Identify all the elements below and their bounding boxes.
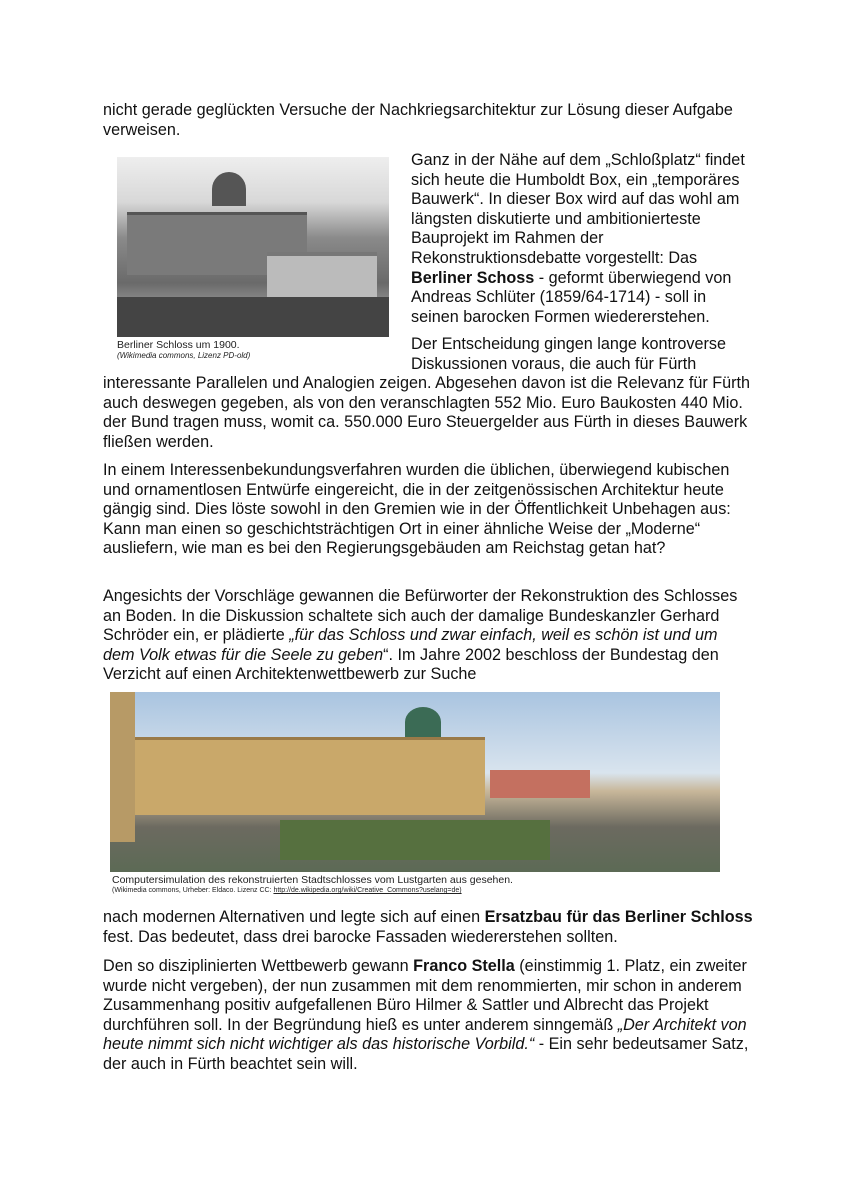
paragraph: [103, 908, 753, 947]
figure-2-caption: [112, 874, 513, 895]
text: Den so disziplinierten Wettbewerb gewann: [103, 957, 414, 975]
paragraph: Der Entscheidung gingen lange kontroverse Diskussionen voraus, die auch für Fürth: [411, 335, 726, 373]
text: nach modernen Alternativen und legte sich auf einen: [103, 908, 485, 926]
text: “. Im Jahre 2002 beschloss der Bundestag den Verzicht auf einen Architektenwettbewerb zur Suche: [103, 645, 719, 684]
paragraph: [103, 957, 753, 1075]
caption-text: Berliner Schloss um 1900.: [117, 339, 240, 351]
stadtschloss-simulation-photo: [110, 692, 720, 872]
license-link[interactable]: http://de.wikipedia.org/wiki/Creative_Commons?uselang=de): [273, 887, 462, 894]
caption-text: Computersimulation des rekonstruierten Stadtschlosses vom Lustgarten aus gesehen.: [112, 874, 513, 886]
text: Angesichts der Vorschläge gewannen die Befürworter der Rekonstruktion des Schlosses an Boden. In die Diskussion schaltete sich auch der damalige Bundeskanzler Gerhard Schröder ein, er plädierte: [103, 587, 738, 645]
berliner-schloss-1900-photo: [117, 157, 389, 337]
bold-text: Franco Stella: [413, 957, 515, 975]
paragraph: nicht gerade geglückten Versuche der Nachkriegsarchitektur zur Lösung dieser Aufgabe verweisen.: [103, 101, 733, 139]
text: - Ein sehr bedeutsamer Satz, der auch in Fürth beachtet sein will.: [103, 1035, 749, 1073]
quote-text: „für das Schloss und zwar einfach, weil es schön ist und um dem Volk etwas für die Seele zu geben: [103, 626, 718, 664]
paragraph: [103, 587, 753, 685]
bold-text: Berliner Schoss: [411, 268, 535, 287]
paragraph: [411, 151, 751, 327]
paragraph: In einem Interessenbekundungsverfahren wurden die üblichen, überwiegend kubischen und ornamentlosen Entwürfe eingereicht, die in der zeitgenössischen Architektur heute gängig sind. Dies löste sowohl in den Gremien wie in der Öffentlichkeit Unbehagen aus: Kann man einen so geschichtsträchtigen Ort in einer ähnliche Weise der „Moderne“ ausliefern, wie man es bei den Regierungsgebäuden am Reichstag getan hat?: [103, 461, 731, 558]
paragraph: interessante Parallelen und Analogien zeigen. Abgesehen davon ist die Relevanz für Fürth auch deswegen gegeben, als von den veranschlagten 552 Mio. Euro Baukosten 440 Mio. der Bund tragen muss, womit ca. 550.000 Euro Steuergelder aus Fürth in dieses Bauwerk fließen werden.: [103, 374, 751, 451]
figure-1-caption: [117, 339, 250, 361]
text: - geformt überwiegend von Andreas Schlüter (1859/64-1714) - soll in seinen barocken Formen wiedererstehen.: [411, 268, 732, 326]
quote-text: „Der Architekt von heute nimmt sich nicht wichtiger als das historische Vorbild.“: [103, 1015, 747, 1054]
text: (einstimmig 1. Platz, ein zweiter wurde nicht vergeben), der nun zusammen mit dem renommierten, mir schon in anderem Zusammenhang positiv aufgefallenen Büro Hilmer & Sattler und Albrecht das Projekt durchführen soll. In der Begründung hieß es unter anderem sinngemäß: [103, 957, 747, 1034]
caption-source: (Wikimedia commons, Lizenz PD-old): [117, 351, 251, 360]
source-text: (Wikimedia commons, Urheber: Eldaco. Lizenz CC:: [112, 887, 274, 894]
bold-text: Ersatzbau für das Berliner Schloss: [484, 908, 753, 926]
text: fest. Das bedeutet, dass drei barocke Fassaden wiedererstehen sollten.: [103, 927, 618, 946]
caption-source: [112, 886, 513, 895]
text: Ganz in der Nähe auf dem „Schloßplatz“ findet sich heute die Humboldt Box, ein „temporäres Bauwerk“. In dieser Box wird auf das wohl am längsten diskutierte und ambitionierteste Bauprojekt im Rahmen der Rekonstruktionsdebatte vorgestellt: Das: [411, 151, 745, 267]
